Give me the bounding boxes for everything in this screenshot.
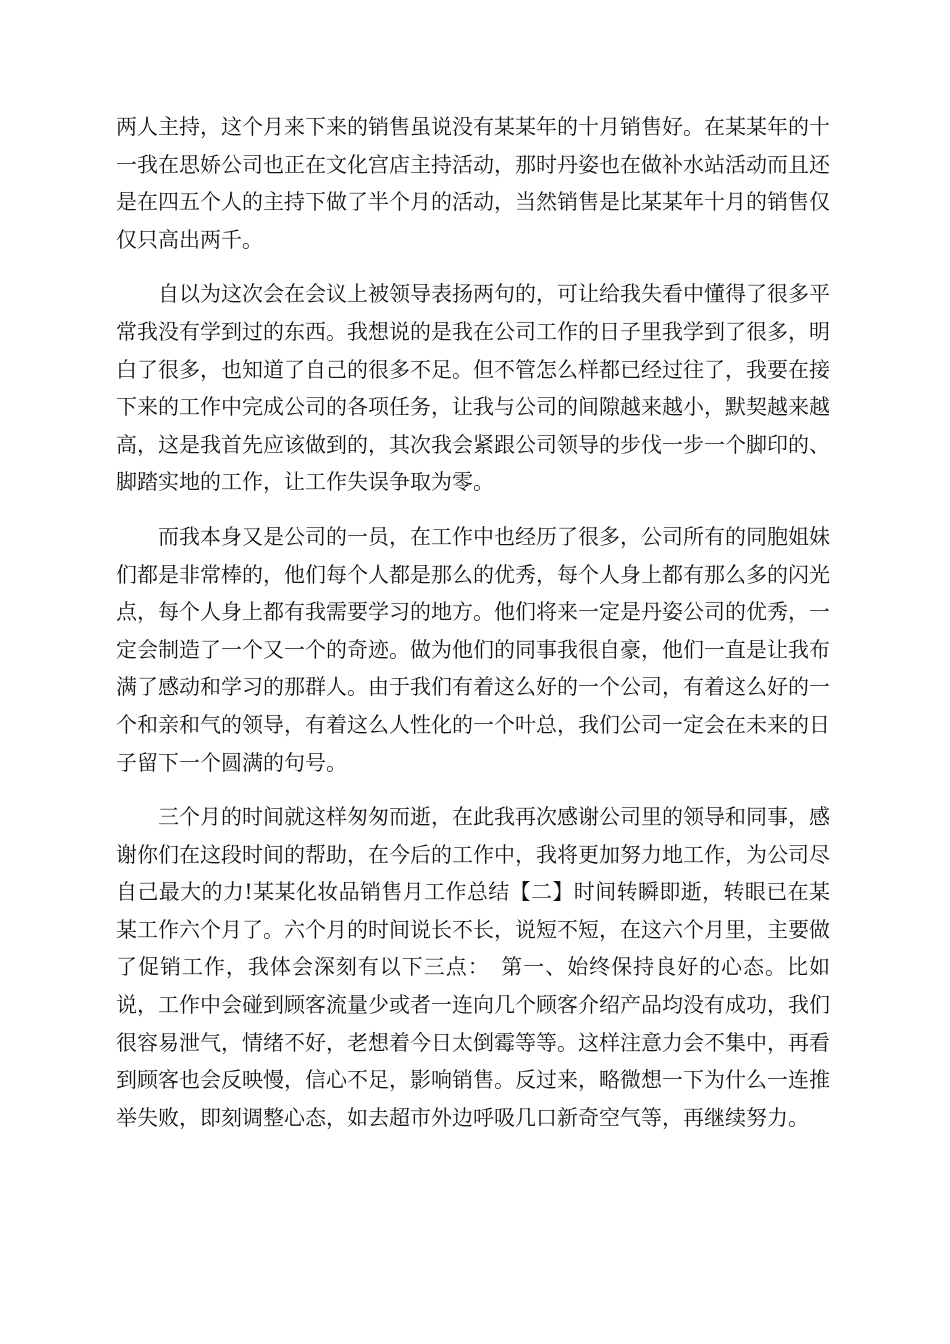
paragraph-3: 而我本身又是公司的一员，在工作中也经历了很多，公司所有的同胞姐妹们都是非常棒的，他们每个人都是那么的优秀，每个人身上都有那么多的闪光点，每个人身上都有我需要学习的地方。他们将来一定是丹姿公司的优秀，一定会制造了一个又一个的奇迹。做为他们的同事我很自豪，他们一直是让我布满了感动和学习的那群人。由于我们有着这么好的一个公司，有着这么好的一个和亲和气的领导，有着这么人性化的一个叶总，我们公司一定会在未来的日子留下一个圆满的句号。: [116, 524, 830, 775]
document-page: [116, 109, 830, 1154]
paragraph-2: 自以为这次会在会议上被领导表扬两句的，可让给我失看中懂得了很多平常我没有学到过的东西。我想说的是我在公司工作的日子里我学到了很多，明白了很多，也知道了自己的很多不足。但不管怎么样都已经过往了，我要在接下来的工作中完成公司的各项任务，让我与公司的间隙越来越小，默契越来越高，这是我首先应该做到的，其次我会紧跟公司领导的步伐一步一个脚印的、脚踏实地的工作，让工作失误争取为零。: [116, 282, 830, 495]
paragraph-4: 三个月的时间就这样匆匆而逝，在此我再次感谢公司里的领导和同事，感谢你们在这段时间的帮助，在今后的工作中，我将更加努力地工作，为公司尽自己最大的力!某某化妆品销售月工作总结【二】时间转瞬即逝，转眼已在某某工作六个月了。六个月的时间说长不长，说短不短，在这六个月里，主要做了促销工作，我体会深刻有以下三点： 第一、始终保持良好的心态。比如说，工作中会碰到顾客流量少或者一连向几个顾客介绍产品均没有成功，我们很容易泄气，情绪不好，老想着今日太倒霉等等。这样注意力会不集中，再看到顾客也会反映慢，信心不足，影响销售。反过来，略微想一下为什么一连推举失败，即刻调整心态，如去超市外边呼吸几口新奇空气等，再继续努力。: [116, 805, 830, 1130]
paragraph-1: 两人主持，这个月来下来的销售虽说没有某某年的十月销售好。在某某年的十一我在思娇公司也正在文化宫店主持活动，那时丹姿也在做补水站活动而且还是在四五个人的主持下做了半个月的活动，当然销售是比某某年十月的销售仅仅只高出两千。: [116, 115, 830, 252]
